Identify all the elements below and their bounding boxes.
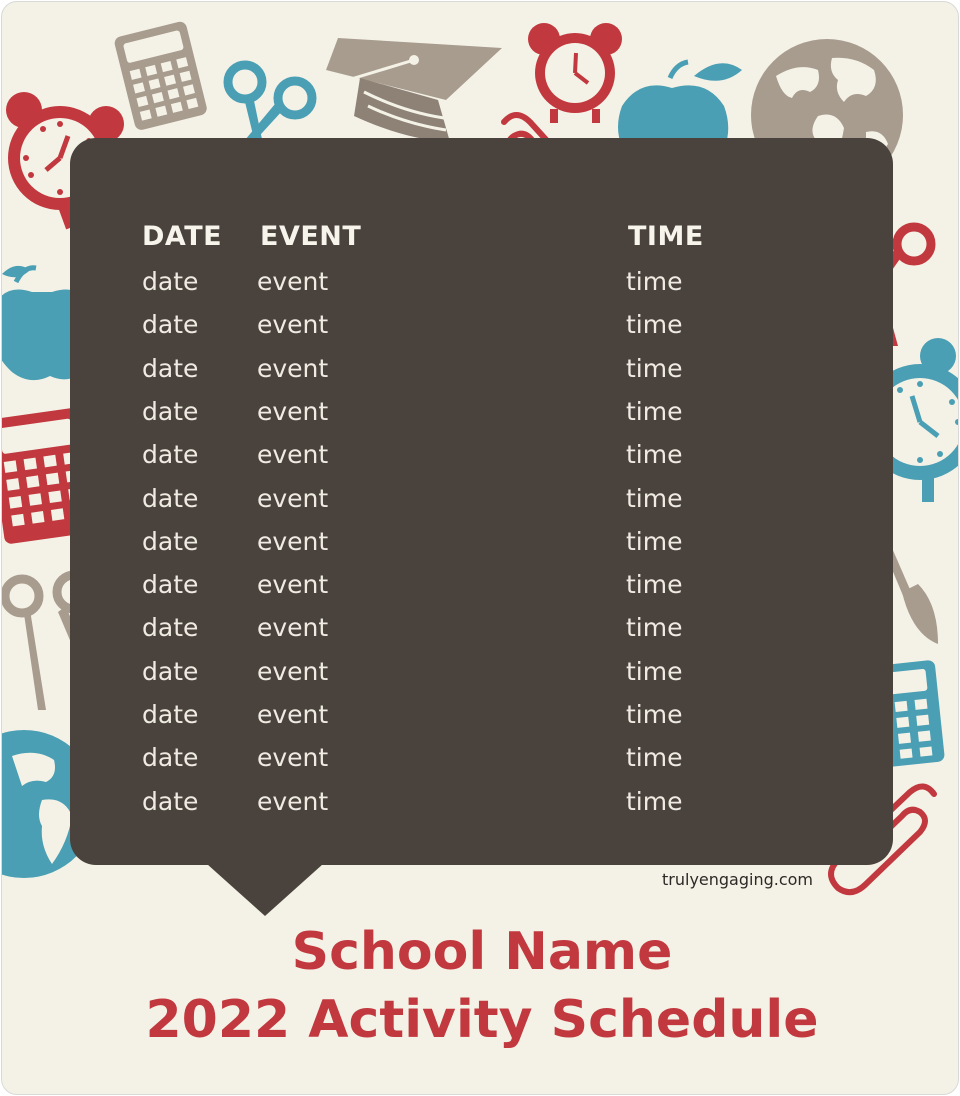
- table-row: [2, 652, 959, 692]
- row-event: event: [257, 483, 329, 513]
- row-date: date: [142, 526, 199, 556]
- speech-pointer: [207, 864, 323, 916]
- row-time: time: [626, 310, 683, 340]
- row-event: event: [257, 613, 329, 643]
- row-time: time: [626, 483, 683, 513]
- row-date: date: [142, 483, 199, 513]
- row-date: date: [142, 353, 199, 383]
- row-time: time: [626, 613, 683, 643]
- row-event: event: [257, 743, 329, 773]
- row-event: event: [257, 656, 329, 686]
- school-name: School Name: [291, 922, 673, 982]
- table-row: [2, 695, 959, 735]
- row-time: time: [626, 656, 683, 686]
- table-row: [2, 479, 959, 519]
- row-event: event: [257, 700, 329, 729]
- table-row: [2, 782, 959, 822]
- header-event: EVENT: [260, 221, 362, 252]
- schedule-card: [1, 1, 959, 1095]
- row-event: event: [257, 526, 329, 556]
- row-date: date: [142, 613, 199, 643]
- table-row: [2, 392, 959, 432]
- table-row: [2, 565, 959, 605]
- table-row: [2, 435, 959, 475]
- table-row: [2, 608, 959, 648]
- table-row: [2, 738, 959, 778]
- row-date: date: [142, 440, 199, 470]
- row-date: date: [142, 743, 199, 773]
- table-row: [2, 305, 959, 345]
- row-date: date: [142, 267, 199, 296]
- graduation-cap-icon: [320, 30, 508, 148]
- schedule-title: 2022 Activity Schedule: [145, 990, 819, 1050]
- row-event: event: [257, 310, 329, 340]
- table-row: [2, 522, 959, 562]
- row-date: date: [142, 570, 199, 600]
- row-date: date: [142, 786, 199, 816]
- row-event: event: [257, 440, 329, 470]
- header-time: TIME: [628, 221, 704, 252]
- row-time: time: [626, 743, 683, 773]
- row-date: date: [142, 310, 199, 340]
- row-event: event: [257, 570, 329, 600]
- row-event: event: [257, 396, 329, 426]
- row-event: event: [257, 786, 329, 816]
- row-event: event: [257, 267, 329, 296]
- header-date: DATE: [142, 221, 223, 252]
- row-time: time: [626, 440, 683, 470]
- row-date: date: [142, 396, 199, 426]
- table-row: [2, 349, 959, 389]
- row-time: time: [626, 267, 683, 296]
- row-time: time: [626, 700, 683, 729]
- row-time: time: [626, 396, 683, 426]
- table-row: [2, 262, 959, 302]
- row-time: time: [626, 786, 683, 816]
- row-date: date: [142, 700, 199, 729]
- row-event: event: [257, 353, 329, 383]
- credit-link[interactable]: trulyengaging.com: [662, 870, 814, 889]
- row-time: time: [626, 526, 683, 556]
- row-time: time: [626, 353, 683, 383]
- row-time: time: [626, 570, 683, 600]
- row-date: date: [142, 656, 199, 686]
